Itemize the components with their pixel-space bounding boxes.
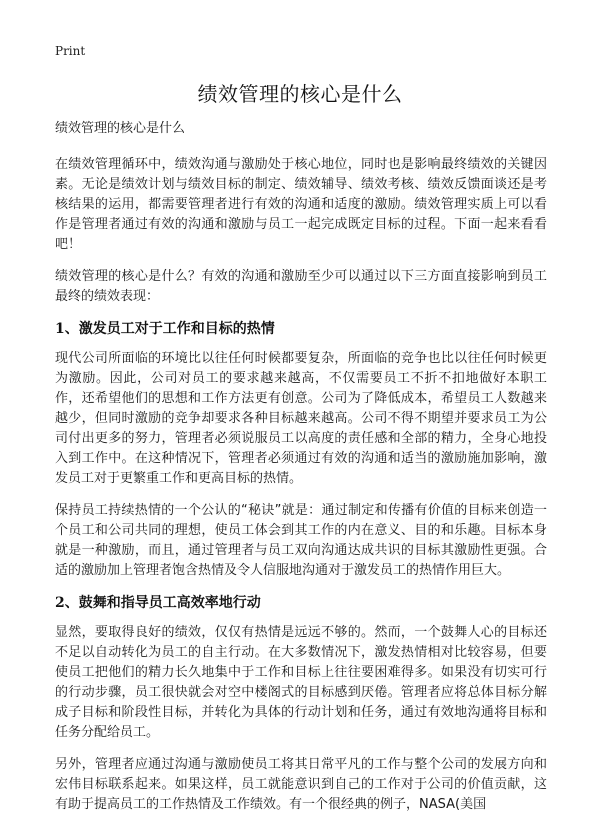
section-1-paragraph-2: 保持员工持续热情的一个公认的“秘诀”就是：通过制定和传播有价值的目标来创造一个员工和公司共同的理想，使员工体会到其工作的内在意义、目的和乐趣。目标本身就是一种激励，而且，通过管理者与员工双向沟通达成共识的目标其激励性更强。合适的激励加上管理者饱含热情及令人信服地沟通对于激发员工的热情作用巨大。 [55, 503, 547, 578]
section-2-paragraph-2: 另外，管理者应通过沟通与激励使员工将其日常平凡的工作与整个公司的发展方向和宏伟目标联系起来。如果这样，员工就能意识到自己的工作对于公司的价值贡献，这有助于提高员工的工作热情及工作绩效。有一个很经典的例子，NASA(美国 [55, 757, 547, 812]
section-1-paragraph-1: 现代公司所面临的环境比以往任何时候都要复杂，所面临的竞争也比以往任何时候更为激励。因此，公司对员工的要求越来越高，不仅需要员工不折不扣地做好本职工作，还希望他们的思想和工作方法更有创意。公司为了降低成本，希望员工人数越来越少，但同时激励的竞争却要求各种目标越来越高。公司不得不期望并要求员工为公司付出更多的努力，管理者必须说服员工以高度的责任感和全部的精力，全身心地投入到工作中。在这种情况下，管理者必须通过有效的沟通和适当的激励施加影响，激发员工对于更繁重工作和更高目标的热情。 [55, 351, 547, 486]
section-2-paragraph-1: 显然，要取得良好的绩效，仅仅有热情是远远不够的。然而，一个鼓舞人心的目标还不足以自动转化为员工的自主行动。在大多数情况下，激发热情相对比较容易，但要使员工把他们的精力长久地集中于工作和目标上往往要困难得多。如果没有切实可行的行动步骤，员工很快就会对空中楼阁式的目标感到厌倦。管理者应将总体目标分解成子目标和阶段性目标，并转化为具体的行动计划和任务，通过有效地沟通将目标和任务分配给员工。 [55, 625, 547, 740]
print-label: Print [55, 44, 86, 58]
lead-paragraph: 绩效管理的核心是什么？有效的沟通和激励至少可以通过以下三方面直接影响到员工最终的绩效表现： [55, 269, 547, 304]
article-body [55, 119, 547, 827]
intro-paragraph: 在绩效管理循环中，绩效沟通与激励处于核心地位，同时也是影响最终绩效的关键因素。无论是绩效计划与绩效目标的制定、绩效辅导、绩效考核、绩效反馈面谈还是考核结果的运用，都需要管理者进行有效的沟通和适度的激励。绩效管理实质上可以看作是管理者通过有效的沟通和激励与员工一起完成既定目标的过程。下面一起来看看吧！ [55, 157, 547, 252]
section-1-heading: 1、激发员工对于工作和目标的热情 [55, 321, 275, 337]
page-title: 绩效管理的核心是什么 [197, 82, 403, 106]
article-subtitle: 绩效管理的核心是什么 [55, 121, 186, 136]
section-2-heading: 2、鼓舞和指导员工高效率地行动 [55, 595, 261, 611]
